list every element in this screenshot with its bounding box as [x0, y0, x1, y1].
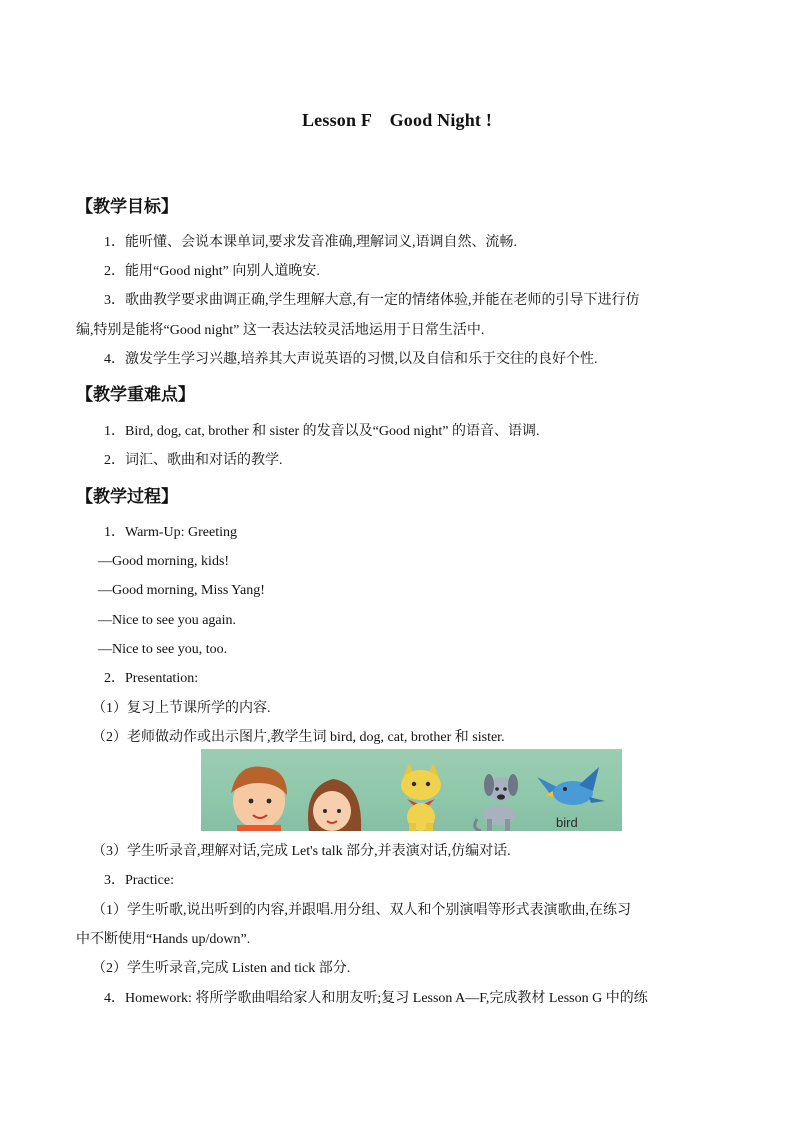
- objective-line: 3．歌曲教学要求曲调正确,学生理解大意,有一定的情绪体验,并能在老师的引导下进行仿: [104, 293, 640, 308]
- practice-item: （2）学生听录音,完成 Listen and tick 部分.: [92, 961, 351, 976]
- boy-figure: [231, 767, 287, 831]
- warmup-line: 1．Warm-Up: Greeting: [104, 525, 237, 540]
- homework-line: 4．Homework: 将所学歌曲唱给家人和朋友听;复习 Lesson A—F,完成教材 Lesson G 中的练: [104, 991, 648, 1006]
- keypoint-line: 2．词汇、歌曲和对话的教学.: [104, 453, 283, 468]
- dialogue-line: —Nice to see you again.: [98, 613, 237, 628]
- presentation-item: （3）学生听录音,理解对话,完成 Let's talk 部分,并表演对话,仿编对话.: [92, 844, 511, 859]
- section-heading-keypoints: 【教学重难点】: [76, 385, 195, 404]
- presentation-line: 2．Presentation:: [104, 671, 199, 686]
- lesson-title: Lesson F Good Night !: [301, 110, 493, 130]
- girl-figure: [308, 779, 361, 831]
- objective-line: 1．能听懂、会说本课单词,要求发音准确,理解词义,语调自然、流畅.: [104, 235, 517, 250]
- objective-line: 编,特别是能将“Good night” 这一表达法较灵活地运用于日常生活中.: [76, 323, 485, 338]
- dialogue-line: —Nice to see you, too.: [98, 642, 228, 657]
- dog-figure: [475, 774, 518, 831]
- section-heading-objectives: 【教学目标】: [76, 197, 178, 216]
- presentation-item: （1）复习上节课所学的内容.: [92, 701, 271, 716]
- dialogue-line: —Good morning, Miss Yang!: [98, 583, 265, 598]
- picture-word-label: bird: [556, 815, 578, 830]
- objective-line: 2．能用“Good night” 向别人道晚安.: [104, 264, 320, 279]
- practice-line: 3．Practice:: [104, 873, 174, 888]
- practice-item: （1）学生听歌,说出听到的内容,并跟唱.用分组、双人和个别演唱等形式表演歌曲,在练习: [92, 903, 631, 918]
- illustration-art: [201, 749, 622, 831]
- bird-figure: [537, 767, 605, 805]
- cat-figure: [401, 763, 441, 831]
- objective-line: 4．激发学生学习兴趣,培养其大声说英语的习惯,以及自信和乐于交往的良好个性.: [104, 352, 598, 367]
- dialogue-line: —Good morning, kids!: [98, 554, 230, 569]
- keypoint-line: 1．Bird, dog, cat, brother 和 sister 的发音以及“Good night” 的语音、语调.: [104, 424, 540, 439]
- practice-item: 中不断使用“Hands up/down”.: [76, 932, 251, 947]
- section-heading-process: 【教学过程】: [76, 487, 178, 506]
- vocabulary-illustration: [201, 749, 622, 831]
- presentation-item: （2）老师做动作或出示图片,教学生词 bird, dog, cat, brother 和 sister.: [92, 730, 505, 745]
